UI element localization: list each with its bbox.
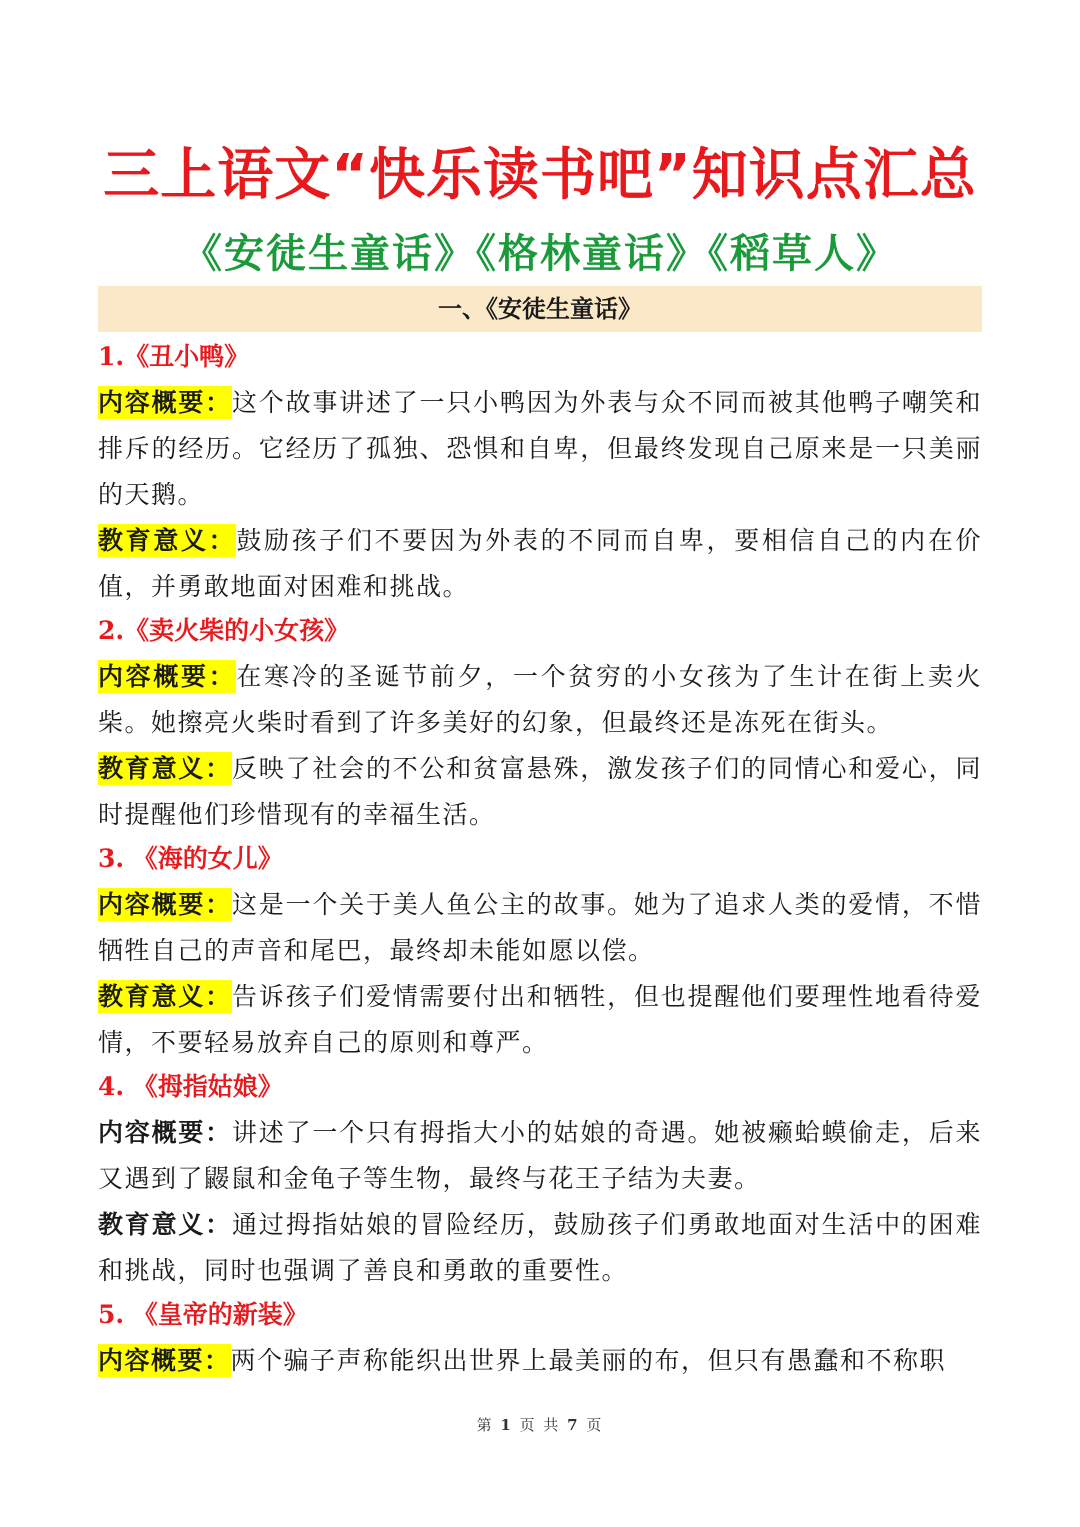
summary-label: 内容概要： [98, 890, 232, 919]
meaning-text: 鼓励孩子们不要因为外表的不同而自卑，要相信自己的内在价值，并勇敢地面对困难和挑战。 [98, 526, 982, 601]
summary-text: 讲述了一个只有拇指大小的姑娘的奇遇。她被癞蛤蟆偷走，后来又遇到了鼹鼠和金龟子等生物，最终与花王子结为夫妻。 [98, 1118, 982, 1193]
summary-text: 这个故事讲述了一只小鸭因为外表与众不同而被其他鸭子嘲笑和排斥的经历。它经历了孤独、恐惧和自卑，但最终发现自己原来是一只美丽的天鹅。 [98, 388, 982, 509]
story-item-2 [98, 610, 982, 838]
document-subtitle: 《安徒生童话》《格林童话》《稻草人》 [182, 230, 898, 277]
total-page-count: 7 [567, 1416, 580, 1434]
story-item-5 [98, 1294, 982, 1384]
footer-middle: 页 共 [519, 1416, 561, 1434]
summary-label: 内容概要： [98, 1346, 231, 1375]
story-item-4 [98, 1066, 982, 1294]
story-title: 4. 《拇指姑娘》 [98, 1072, 283, 1101]
meaning-text: 通过拇指姑娘的冒险经历，鼓励孩子们勇敢地面对生活中的困难和挑战，同时也强调了善良和勇敢的重要性。 [98, 1210, 982, 1285]
meaning-paragraph [98, 518, 982, 610]
summary-paragraph [98, 380, 982, 518]
summary-text: 两个骗子声称能织出世界上最美丽的布，但只有愚蠢和不称职 [230, 1346, 947, 1375]
document-title: 三上语文“快乐读书吧”知识点汇总 [103, 143, 977, 208]
meaning-paragraph [98, 746, 982, 838]
summary-text: 这是一个关于美人鱼公主的故事。她为了追求人类的爱情，不惜牺牲自己的声音和尾巴，最终却未能如愿以偿。 [98, 890, 982, 965]
summary-paragraph [98, 882, 982, 974]
story-title: 3. 《海的女儿》 [98, 844, 283, 873]
meaning-label: 教育意义： [98, 982, 232, 1011]
meaning-paragraph [98, 974, 982, 1066]
story-item-3 [98, 838, 982, 1066]
meaning-text: 反映了社会的不公和贫富悬殊，激发孩子们的同情心和爱心，同时提醒他们珍惜现有的幸福生活。 [98, 754, 982, 829]
meaning-label: 教育意义： [98, 526, 237, 555]
page-footer [0, 1414, 1080, 1435]
meaning-label: 教育意义： [98, 754, 232, 783]
footer-suffix: 页 [586, 1416, 604, 1434]
meaning-label: 教育意义： [98, 1210, 232, 1239]
content-area [98, 336, 982, 1384]
summary-text: 在寒冷的圣诞节前夕，一个贫穷的小女孩为了生计在街上卖火柴。她擦亮火柴时看到了许多美好的幻象，但最终还是冻死在街头。 [98, 662, 982, 737]
summary-label: 内容概要： [98, 662, 237, 691]
story-item-1 [98, 336, 982, 610]
current-page-number: 1 [500, 1416, 513, 1434]
story-title: 2.《卖火柴的小女孩》 [98, 616, 350, 645]
section-heading: 一、《安徒生童话》 [98, 286, 982, 332]
meaning-paragraph [98, 1202, 982, 1294]
summary-paragraph [98, 1338, 982, 1384]
summary-label: 内容概要： [98, 1118, 232, 1147]
story-title: 1.《丑小鸭》 [98, 342, 250, 371]
story-title: 5. 《皇帝的新装》 [98, 1300, 308, 1329]
meaning-text: 告诉孩子们爱情需要付出和牺牲，但也提醒他们要理性地看待爱情，不要轻易放弃自己的原则和尊严。 [98, 982, 982, 1057]
summary-label: 内容概要： [98, 388, 232, 417]
footer-prefix: 第 [476, 1416, 494, 1434]
summary-paragraph [98, 654, 982, 746]
summary-paragraph [98, 1110, 982, 1202]
